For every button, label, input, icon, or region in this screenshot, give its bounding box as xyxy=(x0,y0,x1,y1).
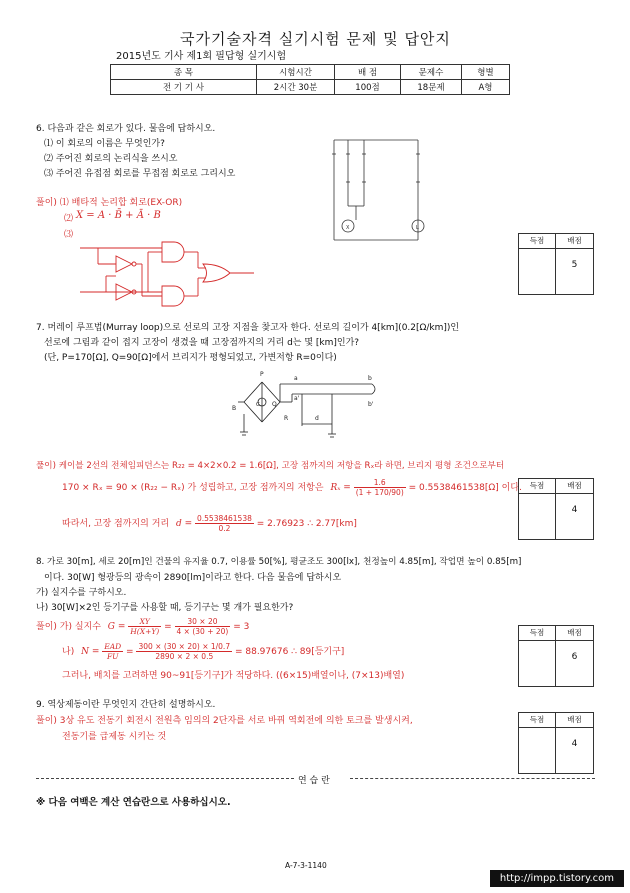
q9-answer-2: 전동기를 급제동 시키는 것 xyxy=(62,732,167,742)
fig-label-b-prime: b' xyxy=(368,401,374,408)
fraction-numerator: 30 × 20 xyxy=(175,617,231,627)
q7-answer-fraction-2 xyxy=(195,514,254,533)
points-label: 배점 xyxy=(556,713,593,728)
info-value-cell: 18문제 xyxy=(401,80,462,95)
score-label: 득점 xyxy=(519,626,556,641)
q8-line-2: 이다. 30[W] 형광등의 광속이 2890[lm]이라고 한다. 다음 물음에 답하시오 xyxy=(44,573,342,583)
q7-answer-3a: 따라서, 고장 점까지의 거리 xyxy=(62,519,170,529)
q8-line-1: 8. 가로 30[m], 세로 20[m]인 건물의 유지율 0.7, 이용률 50[%], 평균조도 300[lx], 천정높이 4.85[m], 작업면 높이 0.85[m] xyxy=(36,557,522,567)
q8-answer-a-result: = 3 xyxy=(233,622,250,632)
fig-label-q: Q xyxy=(272,401,277,408)
fig-label-r: R xyxy=(284,415,289,422)
practice-label: 연 습 란 xyxy=(298,776,330,786)
q6-item-2: ⑵ 주어진 회로의 논리식을 쓰시오 xyxy=(44,154,178,164)
fig-label-d: d xyxy=(315,415,319,422)
q7-line-3: (단, P=170[Ω], Q=90[Ω]에서 브리지가 평형되었고, 가변저항 R=0이다) xyxy=(44,353,337,363)
fig-label-b: b xyxy=(368,375,372,382)
q8-answer-b-label: 나) xyxy=(62,647,75,657)
fig-label-p: P xyxy=(260,371,264,378)
q7-answer-2b: Rₓ = xyxy=(330,483,351,493)
q8-line-3: 가) 실지수를 구하시오. xyxy=(36,588,127,598)
q7-answer-2c: = 0.5538461538[Ω] 이다. xyxy=(408,483,522,493)
q7-score-box xyxy=(518,478,594,540)
q8-points: 6 xyxy=(571,652,578,662)
q6-item-1: ⑴ 이 회로의 이름은 무엇인가? xyxy=(44,139,165,149)
q8-answer-a-lhs: G = xyxy=(107,622,126,632)
q7-answer-line-3 xyxy=(62,514,357,533)
info-value-cell: A형 xyxy=(462,80,510,95)
svg-text:L: L xyxy=(416,225,419,231)
fraction-denominator: (1 + 170/90) xyxy=(355,488,404,497)
and-gate-top xyxy=(162,242,184,262)
q7-answer-line-1: 풀이) 케이블 2선의 전체임피던스는 R₂₂ = 4×2×0.2 = 1.6[Ω], 고장 점까지의 저항을 Rₓ라 하면, 브리지 평형 조건으로부터 xyxy=(36,461,505,471)
q8-score-box xyxy=(518,625,594,687)
and-gate-bottom xyxy=(162,286,184,306)
info-value-cell: 100점 xyxy=(335,80,401,95)
q7-answer-3b: d = xyxy=(175,519,193,529)
info-header-cell: 종 목 xyxy=(111,65,257,80)
page-title: 국가기술자격 실기시험 문제 및 답안지 xyxy=(180,30,451,48)
q6-text: 6. 다음과 같은 회로가 있다. 물음에 답하시오. xyxy=(36,124,216,134)
relay-circuit-figure xyxy=(318,136,448,248)
points-label: 배점 xyxy=(556,479,593,494)
fraction-numerator: EAD xyxy=(104,642,122,651)
fraction-numerator: 300 × (30 × 20) × 1/0.7 xyxy=(138,642,231,651)
q6-answer-1: 풀이) ⑴ 배타적 논리합 회로(EX-OR) xyxy=(36,198,183,208)
info-header-cell: 배 점 xyxy=(335,65,401,80)
info-value-cell: 2시간 30분 xyxy=(257,80,335,95)
q7-answer-2a: 170 × Rₓ = 90 × (R₂₂ − Rₓ) 가 성립하고, 고장 점까지의 저항은 xyxy=(62,483,324,493)
fraction-denominator: 0.2 xyxy=(218,524,231,533)
practice-divider-right xyxy=(350,778,595,779)
fraction-denominator: 4 × (30 + 20) xyxy=(176,627,229,636)
exam-line: 2015년도 기사 제1회 필답형 실기시험 xyxy=(116,51,287,62)
q6-points: 5 xyxy=(571,260,578,270)
practice-divider-left xyxy=(36,778,294,779)
score-label: 득점 xyxy=(519,479,556,494)
fig-label-battery: B xyxy=(232,405,237,412)
q8-answer-b: 나) N = $\frac{\text{EAD}}{FU}$ = $\frac{300 \times (30 \times 20) \times 1/0.7}{2890 \times 2 \times 0.5}$ = 88.97676 ∴ 89[등기구] xyxy=(62,642,345,661)
q8-answer-b-fraction-1 xyxy=(102,642,123,661)
q6-answer-3-prefix: ⑶ xyxy=(64,230,74,240)
logic-gate-circuit xyxy=(78,236,268,316)
q9-points: 4 xyxy=(571,739,578,749)
q9-answer-1: 풀이) 3상 유도 전동기 회전시 전원측 임의의 2단자를 서로 바꿔 역회전에 의한 토크를 발생시켜, xyxy=(36,716,413,726)
score-label: 득점 xyxy=(519,713,556,728)
fraction-numerator: XY xyxy=(128,617,161,627)
q9-text: 9. 역상제동이란 무엇인지 간단히 설명하시오. xyxy=(36,700,216,710)
murray-loop-figure xyxy=(232,362,382,444)
points-label: 배점 xyxy=(556,234,593,249)
q9-score-box xyxy=(518,712,594,774)
q6-answer-2-formula: X = A · B̄ + Ā · B xyxy=(76,210,161,221)
points-label: 배점 xyxy=(556,626,593,641)
info-value-row xyxy=(111,80,510,95)
info-value-cell: 전 기 기 사 xyxy=(111,80,257,95)
q8-answer-c: 그러나, 배치를 고려하면 90~91[등기구]가 적당하다. ((6×15)배열이나, (7×13)배열) xyxy=(62,671,405,681)
practice-note: ※ 다음 여백은 계산 연습란으로 사용하십시오. xyxy=(36,797,231,808)
info-header-cell: 문제수 xyxy=(401,65,462,80)
q8-answer-a-label: 풀이) 가) 실지수 xyxy=(36,622,101,632)
q8-answer-a: 풀이) 가) 실지수 G = $\frac{XY}{H(X+Y)}$ = $\frac{30 \times 20}{4 \times (30 + 20)}$ = 3 xyxy=(36,617,250,636)
q7-line-1: 7. 머레이 루프법(Murray loop)으로 선로의 고장 지점을 찾고자 한다. 선로의 길이가 4[km](0.2[Ω/km])인 xyxy=(36,323,460,333)
q8-answer-a-fraction-2 xyxy=(175,617,231,636)
or-gate xyxy=(203,264,230,282)
source-url: http://impp.tistory.com xyxy=(490,870,624,887)
fig-label-a-prime: a' xyxy=(294,395,300,402)
q6-answer-2-prefix: ⑵ xyxy=(64,214,74,224)
fig-label-a: a xyxy=(294,375,298,382)
q6-item-3: ⑶ 주어진 유접점 회로를 무접점 회로로 그리시오 xyxy=(44,169,236,179)
info-header-cell: 시험시간 xyxy=(257,65,335,80)
q8-answer-a-fraction-1 xyxy=(128,617,161,636)
q6-score-box xyxy=(518,233,594,295)
q7-line-2: 선로에 그림과 같이 접지 고장이 생겼을 때 고장점까지의 거리 d는 몇 [km]인가? xyxy=(44,338,360,348)
info-header-cell: 형별 xyxy=(462,65,510,80)
q7-points: 4 xyxy=(571,505,578,515)
score-label: 득점 xyxy=(519,234,556,249)
fraction-numerator: 0.5538461538 xyxy=(197,514,252,523)
page-code: A-7-3-1140 xyxy=(285,861,327,870)
not-gate-b xyxy=(116,256,132,272)
q7-answer-3c: = 2.76923 ∴ 2.77[km] xyxy=(256,519,357,529)
q8-answer-b-result: = 88.97676 ∴ 89[등기구] xyxy=(234,647,345,657)
q8-answer-b-lhs: N = xyxy=(81,647,100,657)
fraction-numerator: 1.6 xyxy=(354,478,406,488)
q8-answer-b-fraction-2 xyxy=(136,642,232,661)
info-table xyxy=(110,64,510,95)
svg-text:X: X xyxy=(346,225,350,231)
info-header-row xyxy=(111,65,510,80)
q7-answer-fraction xyxy=(354,478,406,497)
q8-line-4: 나) 30[W]×2인 등기구를 사용할 때, 등기구는 몇 개가 필요한가? xyxy=(36,603,294,613)
fraction-denominator: H(X+Y) xyxy=(130,627,160,636)
fraction-denominator: 2890 × 2 × 0.5 xyxy=(155,652,214,661)
q7-answer-line-2 xyxy=(62,478,522,497)
fraction-denominator: FU xyxy=(106,652,119,661)
fig-label-g: G xyxy=(256,402,260,408)
